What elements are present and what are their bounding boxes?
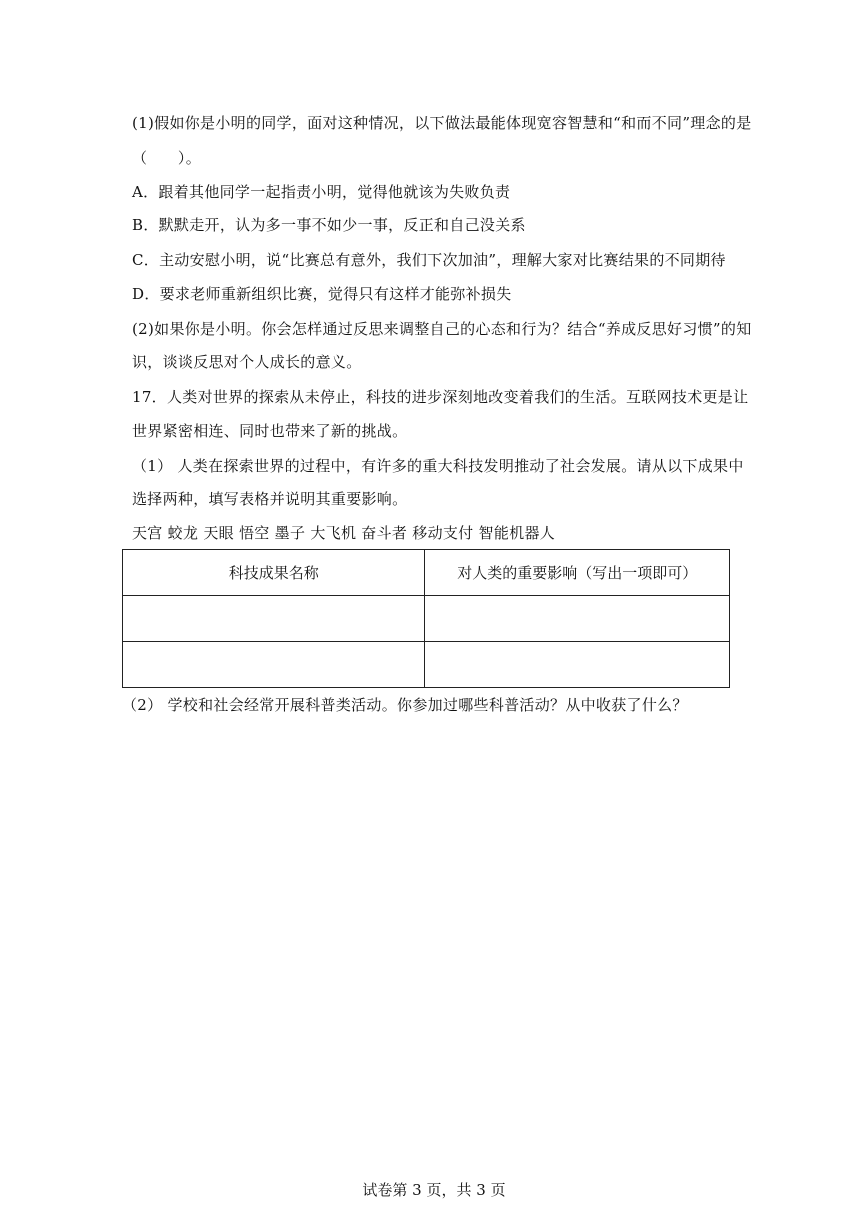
table-header-row [123, 550, 730, 596]
table-cell-impact[interactable] [425, 596, 730, 642]
q16-part1-line2: （ ）。 [132, 149, 202, 167]
table-row [123, 596, 730, 642]
table-cell-name[interactable] [123, 642, 425, 688]
page-footer: 试卷第 3 页，共 3 页 [362, 1181, 506, 1199]
table-cell-impact[interactable] [425, 642, 730, 688]
q16-option-d: D．要求老师重新组织比赛，觉得只有这样才能弥补损失 [132, 285, 512, 303]
table-header-name: 科技成果名称 [123, 550, 425, 596]
q17-achievements-list: 天宫 蛟龙 天眼 悟空 墨子 大飞机 奋斗者 移动支付 智能机器人 [132, 524, 556, 542]
q16-part2-line2: 识，谈谈反思对个人成长的意义。 [132, 353, 362, 371]
table-row [123, 642, 730, 688]
q16-part2-line1: (2)如果你是小明。你会怎样通过反思来调整自己的心态和行为？结合“养成反思好习惯”的知 [132, 320, 752, 338]
q16-part1-line1: (1)假如你是小明的同学，面对这种情况，以下做法最能体现宽容智慧和“和而不同”理念的是 [132, 114, 752, 132]
q17-part1-line2: 选择两种，填写表格并说明其重要影响。 [132, 490, 408, 508]
q16-option-b: B．默默走开，认为多一事不如少一事，反正和自己没关系 [132, 216, 526, 234]
table-header-impact: 对人类的重要影响（写出一项即可） [425, 550, 730, 596]
q17-stem-line1: 17．人类对世界的探索从未停止，科技的进步深刻地改变着我们的生活。互联网技术更是让 [132, 388, 749, 406]
q16-option-a: A．跟着其他同学一起指责小明，觉得他就该为失败负责 [132, 183, 511, 201]
q16-option-c: C．主动安慰小明，说“比赛总有意外，我们下次加油”，理解大家对比赛结果的不同期待 [132, 251, 726, 269]
science-achievement-table [122, 549, 730, 688]
q17-part1-line1: （1） 人类在探索世界的过程中，有许多的重大科技发明推动了社会发展。请从以下成果中 [132, 457, 744, 475]
table-cell-name[interactable] [123, 596, 425, 642]
q17-part2: （2） 学校和社会经常开展科普类活动。你参加过哪些科普活动？从中收获了什么？ [122, 696, 688, 714]
q17-stem-line2: 世界紧密相连、同时也带来了新的挑战。 [132, 422, 408, 440]
